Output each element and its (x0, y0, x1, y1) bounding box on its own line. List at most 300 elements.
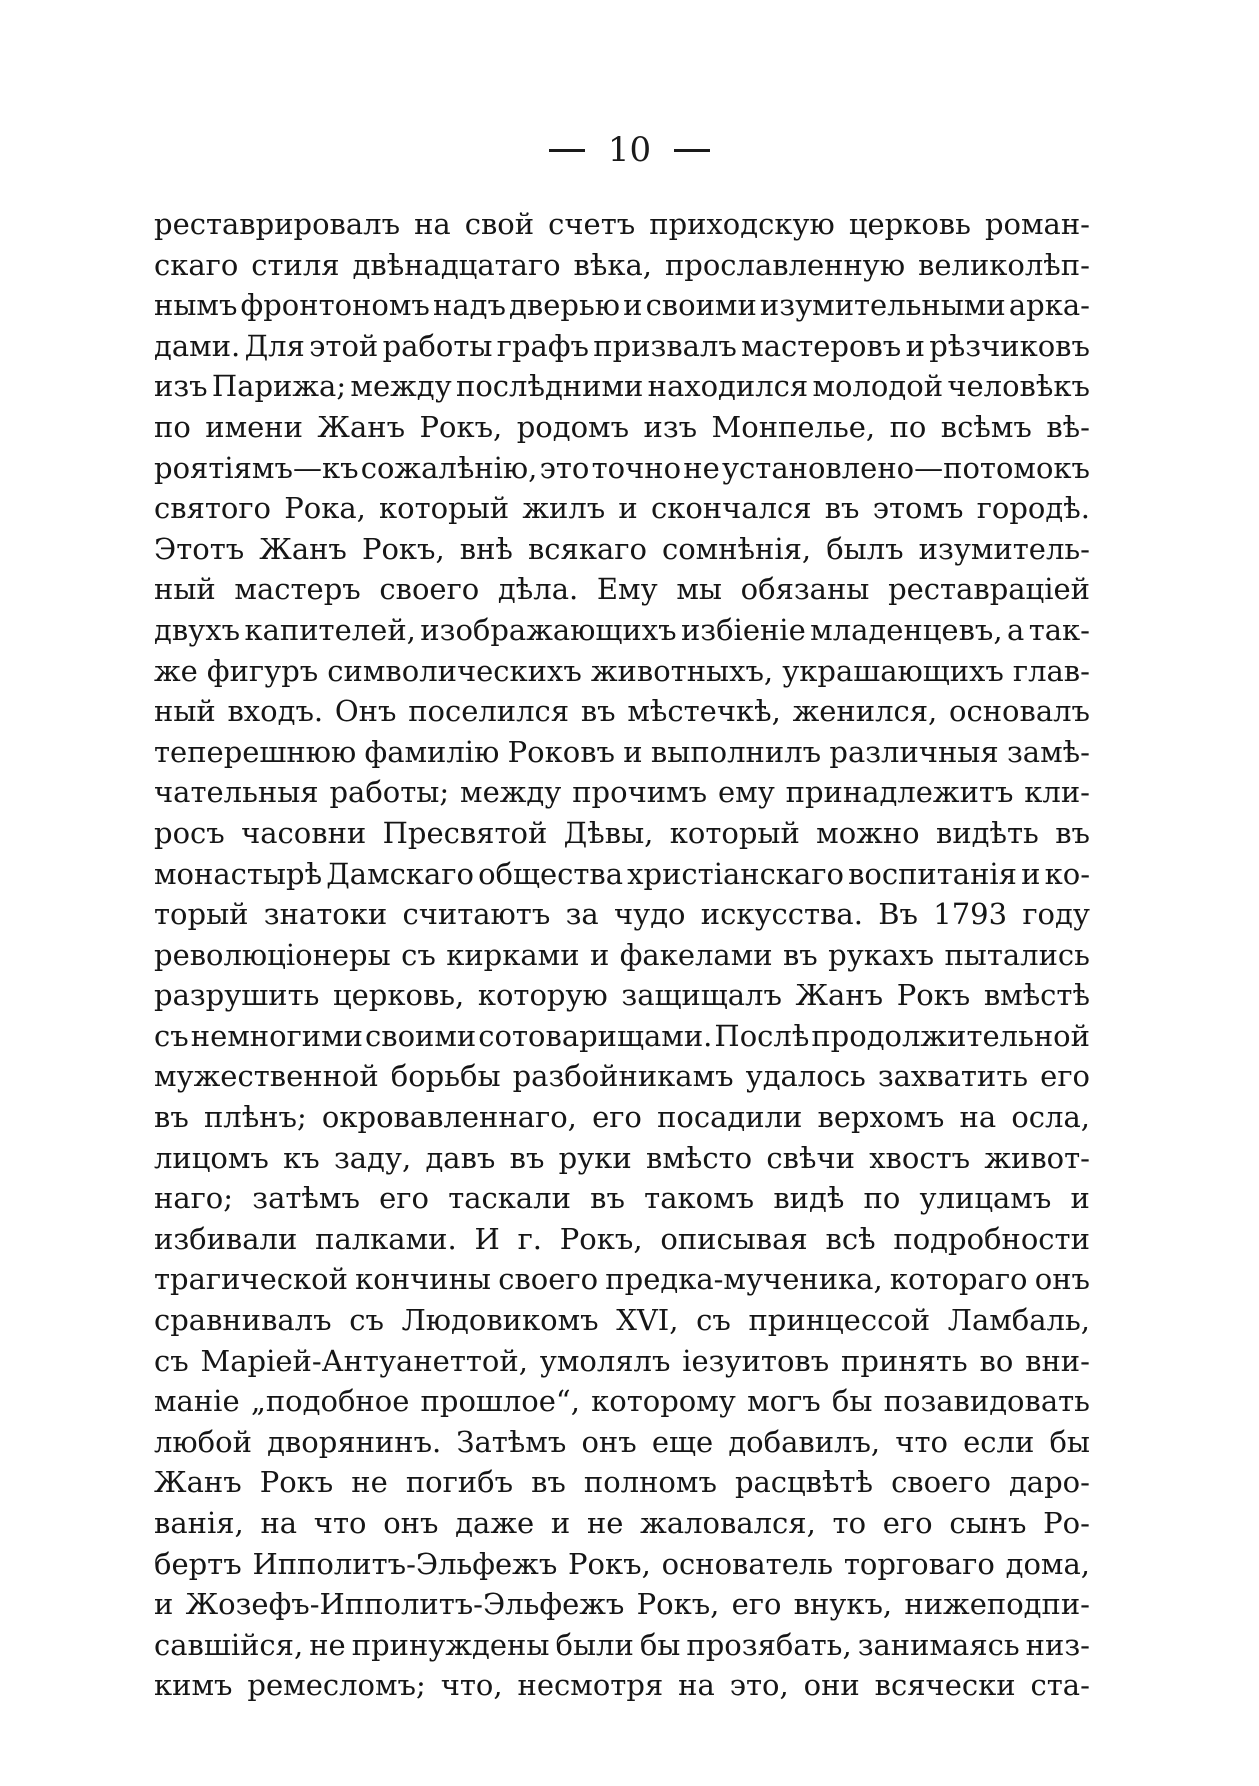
text-word: роятіямъ—къ (154, 450, 359, 485)
text-word: въ (580, 694, 616, 729)
text-line (154, 448, 1090, 489)
text-word: погибъ (405, 1465, 514, 1500)
text-word: могъ (747, 1384, 821, 1419)
text-word: мѣстечкѣ, (627, 694, 781, 729)
text-word: по (889, 409, 927, 444)
text-line (154, 285, 1090, 326)
text-word: революціонеры (154, 937, 391, 972)
text-word: вѣка, (573, 247, 652, 282)
text-word: верхомъ (817, 1100, 945, 1135)
text-word: ный (154, 694, 216, 729)
text-word: Парижа; (211, 369, 347, 404)
text-word: находился (647, 369, 809, 404)
text-word: описывая (660, 1221, 808, 1256)
text-line (154, 610, 1090, 651)
text-word: работы (382, 328, 493, 363)
text-word: избіеніе (680, 612, 806, 647)
text-word: жилъ (522, 491, 606, 526)
text-line (154, 935, 1090, 976)
text-word: воспитанія (848, 856, 1017, 891)
text-word: Ипполитъ-Эльфежъ (252, 1546, 558, 1581)
text-word: не (586, 1506, 624, 1540)
text-word: что (313, 1506, 367, 1540)
text-word: вмѣсто (646, 1140, 753, 1175)
text-word: обязаны (740, 572, 870, 607)
text-word: приходскую (649, 207, 835, 241)
text-word: различныя (829, 734, 999, 769)
text-word: въ (531, 1465, 566, 1500)
text-word: онъ (383, 1506, 439, 1540)
text-word: это, (729, 1668, 789, 1703)
text-word: городѣ. (976, 491, 1090, 526)
text-word: руки (558, 1140, 632, 1175)
text-word: двухъ (154, 612, 241, 647)
text-word: не (351, 1465, 388, 1500)
text-line (154, 1503, 1090, 1544)
text-line (154, 1665, 1090, 1706)
text-line (154, 366, 1090, 407)
text-word: общества (478, 856, 624, 891)
text-line (154, 1381, 1090, 1422)
text-word: послѣдними (456, 369, 644, 404)
text-word: по (154, 409, 191, 444)
text-word: продолжительной (811, 1018, 1090, 1053)
text-line (154, 1544, 1090, 1585)
text-word: бы (1049, 1424, 1090, 1459)
text-word: не (683, 450, 720, 485)
text-word: Этотъ (154, 531, 245, 566)
text-word: они (803, 1668, 860, 1703)
text-word: фамилію (364, 734, 500, 769)
text-word: XVI, (616, 1303, 679, 1338)
text-line (154, 1584, 1090, 1625)
text-word: лицомъ (154, 1140, 269, 1175)
text-word: искусства. (700, 897, 863, 932)
text-word: улицамъ (919, 1181, 1052, 1216)
text-line (154, 1462, 1090, 1503)
text-word: Ему (596, 572, 658, 607)
text-word: осла, (1011, 1100, 1090, 1135)
text-word: Пресвятой (382, 815, 548, 850)
text-word: на (959, 1100, 997, 1135)
text-line (154, 1625, 1090, 1666)
text-word: замѣ- (1006, 734, 1090, 769)
text-word: дворянинъ. (267, 1424, 442, 1459)
text-word: между (460, 775, 562, 810)
text-word: савшійся, (154, 1627, 304, 1662)
text-word: знатоки (263, 897, 388, 932)
text-word: пытались (944, 937, 1090, 972)
text-word: своего (379, 572, 480, 607)
text-line (154, 1016, 1090, 1057)
text-word: кончины (355, 1262, 491, 1297)
text-word: который (669, 815, 800, 850)
text-word: Въ (878, 897, 918, 932)
text-line (154, 488, 1090, 529)
left-dash-ornament (549, 149, 585, 152)
text-word: призвалъ (593, 328, 737, 363)
text-word: считаютъ (402, 897, 551, 932)
text-word: его (731, 1587, 782, 1622)
text-word: съ (401, 937, 436, 972)
text-word: принцессой (748, 1303, 931, 1338)
text-word: торговаго (843, 1546, 995, 1581)
text-word: разрушить (154, 978, 320, 1013)
text-word: свой (464, 207, 535, 241)
text-word: Рокъ (259, 1465, 334, 1500)
text-word: изображающихъ (420, 612, 677, 647)
text-word: украшающихъ (782, 653, 1004, 688)
text-word: дами. (154, 328, 241, 363)
text-word: и (154, 1587, 174, 1622)
text-word: разбойникамъ (512, 1059, 734, 1094)
text-word: хвостъ (869, 1140, 971, 1175)
text-word: борьбы (390, 1059, 501, 1094)
text-word: внукъ, (793, 1587, 893, 1622)
text-word: основалъ (949, 694, 1090, 729)
text-word: и (905, 328, 925, 363)
text-word: ко- (1044, 856, 1090, 891)
text-word: стиля (251, 247, 340, 282)
text-word: чудо (613, 897, 686, 932)
text-word: вни- (1025, 1343, 1090, 1378)
page-number-header (0, 130, 1259, 170)
text-word: которому (591, 1384, 736, 1419)
text-word: съ (154, 1018, 189, 1053)
text-word: принуждены (351, 1627, 550, 1662)
text-line (154, 813, 1090, 854)
text-word: что (895, 1424, 948, 1459)
text-word: онъ (581, 1424, 637, 1459)
text-word: символическихъ (327, 653, 582, 688)
text-line (154, 1422, 1090, 1463)
text-word: торый (154, 897, 249, 932)
text-word: своего (498, 1262, 599, 1297)
text-word: по (863, 1181, 901, 1216)
text-line (154, 1300, 1090, 1341)
text-word: дверью (509, 288, 620, 323)
text-word: Рока, (284, 491, 366, 526)
text-word: этой (309, 328, 379, 363)
text-word: так- (1028, 612, 1090, 647)
text-word: давъ (425, 1140, 496, 1175)
text-word: на (678, 1668, 715, 1703)
text-word: выполнилъ (650, 734, 822, 769)
text-word: ста- (1030, 1668, 1090, 1703)
text-word: вѣ- (1046, 409, 1090, 444)
text-word: И (474, 1221, 500, 1256)
text-word: установлено—потомокъ (721, 450, 1090, 485)
text-word: вмѣстѣ (983, 978, 1090, 1013)
text-word: прошлое“, (420, 1384, 580, 1419)
text-line (154, 1341, 1090, 1382)
text-word: еще (651, 1424, 714, 1459)
text-word: изъ (154, 369, 208, 404)
text-word: христіанскаго (627, 856, 844, 891)
text-word: бертъ (154, 1546, 242, 1581)
text-word: полномъ (583, 1465, 717, 1500)
text-word: жаловался, (640, 1506, 816, 1540)
text-line (154, 407, 1090, 448)
text-word: церковь, (332, 978, 465, 1013)
text-word: его (882, 1506, 933, 1540)
text-word: на (414, 207, 451, 241)
text-line (154, 772, 1090, 813)
text-word: плѣнъ; (203, 1100, 307, 1135)
text-word: внѣ (459, 531, 513, 566)
text-word: глав- (1012, 653, 1090, 688)
text-word: рукахъ (828, 937, 935, 972)
text-word: окровавленнаго, (321, 1100, 577, 1135)
text-word: факелами (619, 937, 773, 972)
text-word: мы (676, 572, 722, 607)
text-word: затѣмъ (252, 1181, 360, 1216)
text-word: сомнѣнія, (661, 531, 812, 566)
text-word: съ (154, 1343, 189, 1378)
text-word: что, (440, 1668, 503, 1703)
text-word: изумительными (759, 288, 1006, 323)
text-word: двѣнадцатаго (352, 247, 561, 282)
text-line (154, 732, 1090, 773)
text-word: расцвѣтѣ (734, 1465, 874, 1500)
text-word: 1793 (933, 897, 1008, 932)
text-line (154, 1138, 1090, 1179)
text-word: сынъ (949, 1506, 1027, 1540)
text-word: реставрировалъ (154, 207, 401, 241)
text-word: предка-мученика, (605, 1262, 883, 1297)
text-word: и (550, 1506, 571, 1540)
text-word: человѣкъ (947, 369, 1090, 404)
text-word: между (350, 369, 452, 404)
text-word: принадлежитъ (785, 775, 1014, 810)
text-word: въ (590, 1181, 625, 1216)
text-word: наго; (154, 1181, 234, 1216)
text-word: прочимъ (572, 775, 708, 810)
text-word: бы (639, 1627, 681, 1662)
text-word: это (539, 450, 590, 485)
text-word: мастеровъ (741, 328, 902, 363)
text-word: видѣть (936, 815, 1039, 850)
text-word: можно (816, 815, 920, 850)
text-word: же (154, 653, 198, 688)
text-word: во (979, 1343, 1014, 1378)
text-word: въ (154, 1100, 189, 1135)
text-word: такомъ (644, 1181, 755, 1216)
text-word: заду, (333, 1140, 412, 1175)
text-word: Рокъ, (559, 1221, 643, 1256)
text-word: реставраціей (888, 572, 1090, 607)
text-word: „подобное (250, 1384, 410, 1419)
text-word: святого (154, 491, 272, 526)
text-word: и (623, 734, 643, 769)
text-word: если (963, 1424, 1035, 1459)
text-word: имени (205, 409, 303, 444)
text-word: сравнивалъ (154, 1303, 332, 1338)
text-word: не (309, 1627, 346, 1662)
text-line (154, 854, 1090, 895)
text-word: въ (509, 1140, 545, 1175)
text-word: съ (349, 1303, 384, 1338)
text-word: кли- (1024, 775, 1090, 810)
text-word: ремесломъ; (247, 1668, 426, 1703)
text-line (154, 569, 1090, 610)
text-word: точно (591, 450, 682, 485)
text-word: своими (365, 1018, 477, 1053)
text-word: кирками (446, 937, 580, 972)
text-word: бы (831, 1384, 873, 1419)
text-word: Онъ (334, 694, 397, 729)
text-word: фронтономъ (240, 288, 430, 323)
text-word: прославленную (664, 247, 906, 282)
text-word: посадили (657, 1100, 803, 1135)
text-word: маніе (154, 1384, 240, 1419)
text-word: трагической (154, 1262, 348, 1297)
text-word: подробности (893, 1221, 1090, 1256)
text-word: умолялъ (539, 1343, 671, 1378)
text-word: надъ (433, 288, 506, 323)
text-word: несмотря (517, 1668, 664, 1703)
text-word: Жозефъ-Ипполитъ-Эльфежъ (185, 1587, 625, 1622)
text-word: Послѣ (714, 1018, 810, 1053)
text-word: сотоварищами. (478, 1018, 713, 1053)
text-word: дѣла. (497, 572, 579, 607)
text-word: изумитель- (918, 531, 1090, 566)
text-word: Ро- (1043, 1506, 1090, 1540)
text-word: позавидовать (883, 1384, 1090, 1419)
text-word: палками. (315, 1221, 457, 1256)
text-word: великолѣп- (918, 247, 1090, 282)
text-word: году (1022, 897, 1090, 932)
text-word: Жанъ (317, 409, 406, 444)
text-line (154, 1219, 1090, 1260)
text-word: свѣчи (766, 1140, 855, 1175)
text-word: прозябать, (686, 1627, 852, 1662)
text-word: принять (841, 1343, 968, 1378)
text-word: Маріей-Антуанеттой, (200, 1343, 528, 1378)
text-word: даже (455, 1506, 535, 1540)
text-word: скончался (650, 491, 812, 526)
text-word: капителей, (244, 612, 416, 647)
text-word: съ (696, 1303, 731, 1338)
text-word: занимаясь (857, 1627, 1020, 1662)
text-word: всѣ (825, 1221, 876, 1256)
text-word: Жанъ (259, 531, 347, 566)
text-word: который (379, 491, 510, 526)
text-word: Рокъ, (636, 1587, 720, 1622)
text-word: роман- (984, 207, 1090, 241)
text-word: добавилъ, (728, 1424, 881, 1459)
text-word: ный (154, 572, 216, 607)
text-word: чательныя (154, 775, 319, 810)
text-word: всѣмъ (940, 409, 1032, 444)
text-word: на (260, 1506, 298, 1540)
text-line (154, 975, 1090, 1016)
text-word: монастырѣ (154, 856, 323, 891)
text-word: любой (154, 1424, 252, 1459)
text-word: Для (244, 328, 305, 363)
text-word: росъ (154, 815, 225, 850)
text-word: г. (517, 1221, 542, 1256)
text-word: мужественной (154, 1059, 379, 1094)
text-word: Жанъ (154, 1465, 242, 1500)
text-word: этомъ (872, 491, 964, 526)
text-word: и (623, 288, 643, 323)
body-text (154, 204, 1090, 1706)
page-number: 10 (607, 130, 652, 170)
text-word: ему (717, 775, 775, 810)
text-word: Жанъ (795, 978, 884, 1013)
text-word: молодой (812, 369, 944, 404)
text-word: ванія, (154, 1506, 244, 1540)
text-word: въ (1055, 815, 1090, 850)
text-word: часовни (241, 815, 367, 850)
text-word: Монпелье, (711, 409, 876, 444)
text-word: а (1007, 612, 1025, 647)
text-word: Дѣвы, (563, 815, 654, 850)
text-word: теперешнюю (154, 734, 357, 769)
text-word: всякаго (527, 531, 647, 566)
text-word: Рокъ, (568, 1546, 651, 1581)
text-word: Роковъ (507, 734, 615, 769)
text-word: женился, (792, 694, 938, 729)
text-line (154, 1097, 1090, 1138)
text-word: Затѣмъ (456, 1424, 567, 1459)
text-word: входъ. (227, 694, 324, 729)
text-word: видѣ (773, 1181, 845, 1216)
text-word: котораго (889, 1262, 1028, 1297)
text-line (154, 651, 1090, 692)
text-word: и (589, 937, 610, 972)
text-word: избивали (154, 1221, 298, 1256)
text-word: кимъ (154, 1668, 233, 1703)
text-line (154, 894, 1090, 935)
text-word: младенцевъ, (810, 612, 1003, 647)
text-word: церковь (848, 207, 971, 241)
text-word: родомъ (516, 409, 630, 444)
text-word: рѣзчиковъ (929, 328, 1090, 363)
text-word: въ (782, 937, 818, 972)
text-word: его (1040, 1059, 1090, 1094)
text-word: арка- (1008, 288, 1090, 323)
text-line (154, 529, 1090, 570)
text-word: счетъ (548, 207, 636, 241)
text-word: Рокъ, (419, 409, 503, 444)
text-line (154, 1178, 1090, 1219)
text-word: Ламбаль, (947, 1303, 1090, 1338)
text-word: которую (477, 978, 608, 1013)
text-word: Рокъ (896, 978, 971, 1013)
text-word: низ- (1025, 1627, 1090, 1662)
text-word: захватить (877, 1059, 1029, 1094)
text-word: Людовикомъ (401, 1303, 599, 1338)
text-word: поселился (408, 694, 570, 729)
text-word: даро- (1008, 1465, 1090, 1500)
text-word: фигуръ (206, 653, 319, 688)
text-word: защищалъ (621, 978, 782, 1013)
text-line (154, 204, 1090, 245)
text-word: основатель (661, 1546, 834, 1581)
text-line (154, 326, 1090, 367)
text-word: въ (824, 491, 860, 526)
text-word: то (832, 1506, 867, 1540)
text-word: и (618, 491, 638, 526)
text-line (154, 245, 1090, 286)
text-line (154, 1056, 1090, 1097)
text-word: Рокъ, (361, 531, 445, 566)
text-word: и (1021, 856, 1041, 891)
text-word: животныхъ, (590, 653, 774, 688)
text-word: къ (283, 1140, 320, 1175)
